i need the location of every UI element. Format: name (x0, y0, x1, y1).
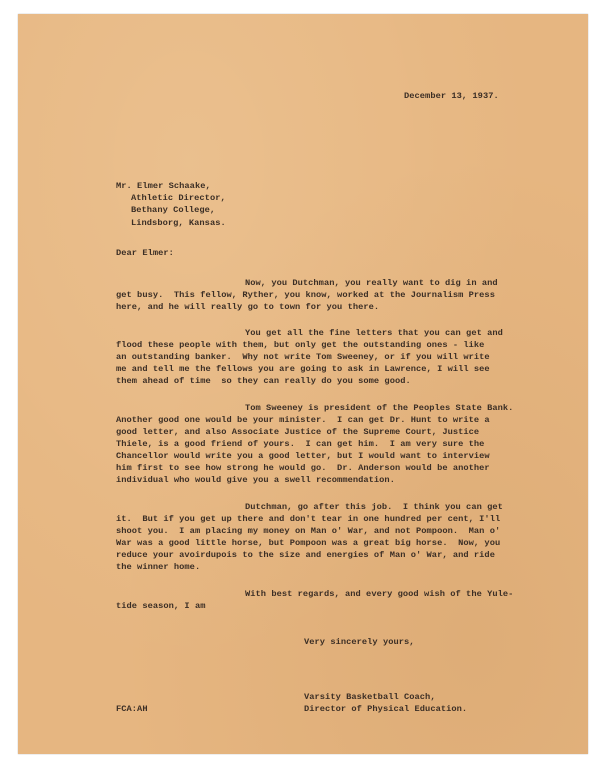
body-line: it. But if you get up there and don't tear in one hundred per cent, I'll (116, 514, 501, 524)
body-line: Now, you Dutchman, you really want to dig in and (245, 278, 498, 288)
typist-initials: FCA:AH (116, 704, 148, 714)
body-line: With best regards, and every good wish of the Yule- (245, 589, 514, 599)
recipient-title: Athletic Director, (131, 193, 226, 203)
recipient-name: Mr. Elmer Schaake, (116, 181, 211, 191)
signature-title: Varsity Basketball Coach, (304, 692, 436, 702)
body-line: flood these people with them, but only get the outstanding ones - like (116, 340, 485, 350)
body-line: an outstanding banker. Why not write Tom Sweeney, or if you will write (116, 352, 490, 362)
body-line: get busy. This fellow, Ryther, you know, worked at the Journalism Press (116, 290, 495, 300)
body-line: You get all the fine letters that you can get and (245, 328, 503, 338)
body-line: Another good one would be your minister. I can get Dr. Hunt to write a (116, 415, 490, 425)
body-line: Thiele, is a good friend of yours. I can get him. I am very sure the (116, 439, 485, 449)
body-line: good letter, and also Associate Justice of the Supreme Court, Justice (116, 427, 480, 437)
letter-date: December 13, 1937. (404, 91, 499, 101)
body-line: here, and he will really go to town for you there. (116, 302, 380, 312)
recipient-location: Lindsborg, Kansas. (131, 218, 226, 228)
body-line: reduce your avoirdupois to the size and energies of Man o' War, and ride (116, 550, 495, 560)
closing: Very sincerely yours, (304, 637, 415, 647)
body-line: Tom Sweeney is president of the Peoples State Bank. (245, 403, 514, 413)
body-line: me and tell me the fellows you are going to ask in Lawrence, I will see (116, 364, 490, 374)
recipient-institution: Bethany College, (131, 205, 216, 215)
body-line: Dutchman, go after this job. I think you can get (245, 502, 503, 512)
body-line: individual who would give you a swell recommendation. (116, 475, 395, 485)
body-line: Chancellor would write you a good letter, but I would want to interview (116, 451, 490, 461)
letter-page (18, 14, 588, 754)
body-line: War was a good little horse, but Pompoon was a great big horse. Now, you (116, 538, 501, 548)
body-line: the winner home. (116, 562, 201, 572)
salutation: Dear Elmer: (116, 248, 174, 258)
signature-title: Director of Physical Education. (304, 704, 468, 714)
body-line: shoot you. I am placing my money on Man o' War, and not Pompoon. Man o' (116, 526, 501, 536)
body-line: tide season, I am (116, 601, 206, 611)
body-line: him first to see how strong he would go. Dr. Anderson would be another (116, 463, 490, 473)
body-line: them ahead of time so they can really do you some good. (116, 376, 411, 386)
